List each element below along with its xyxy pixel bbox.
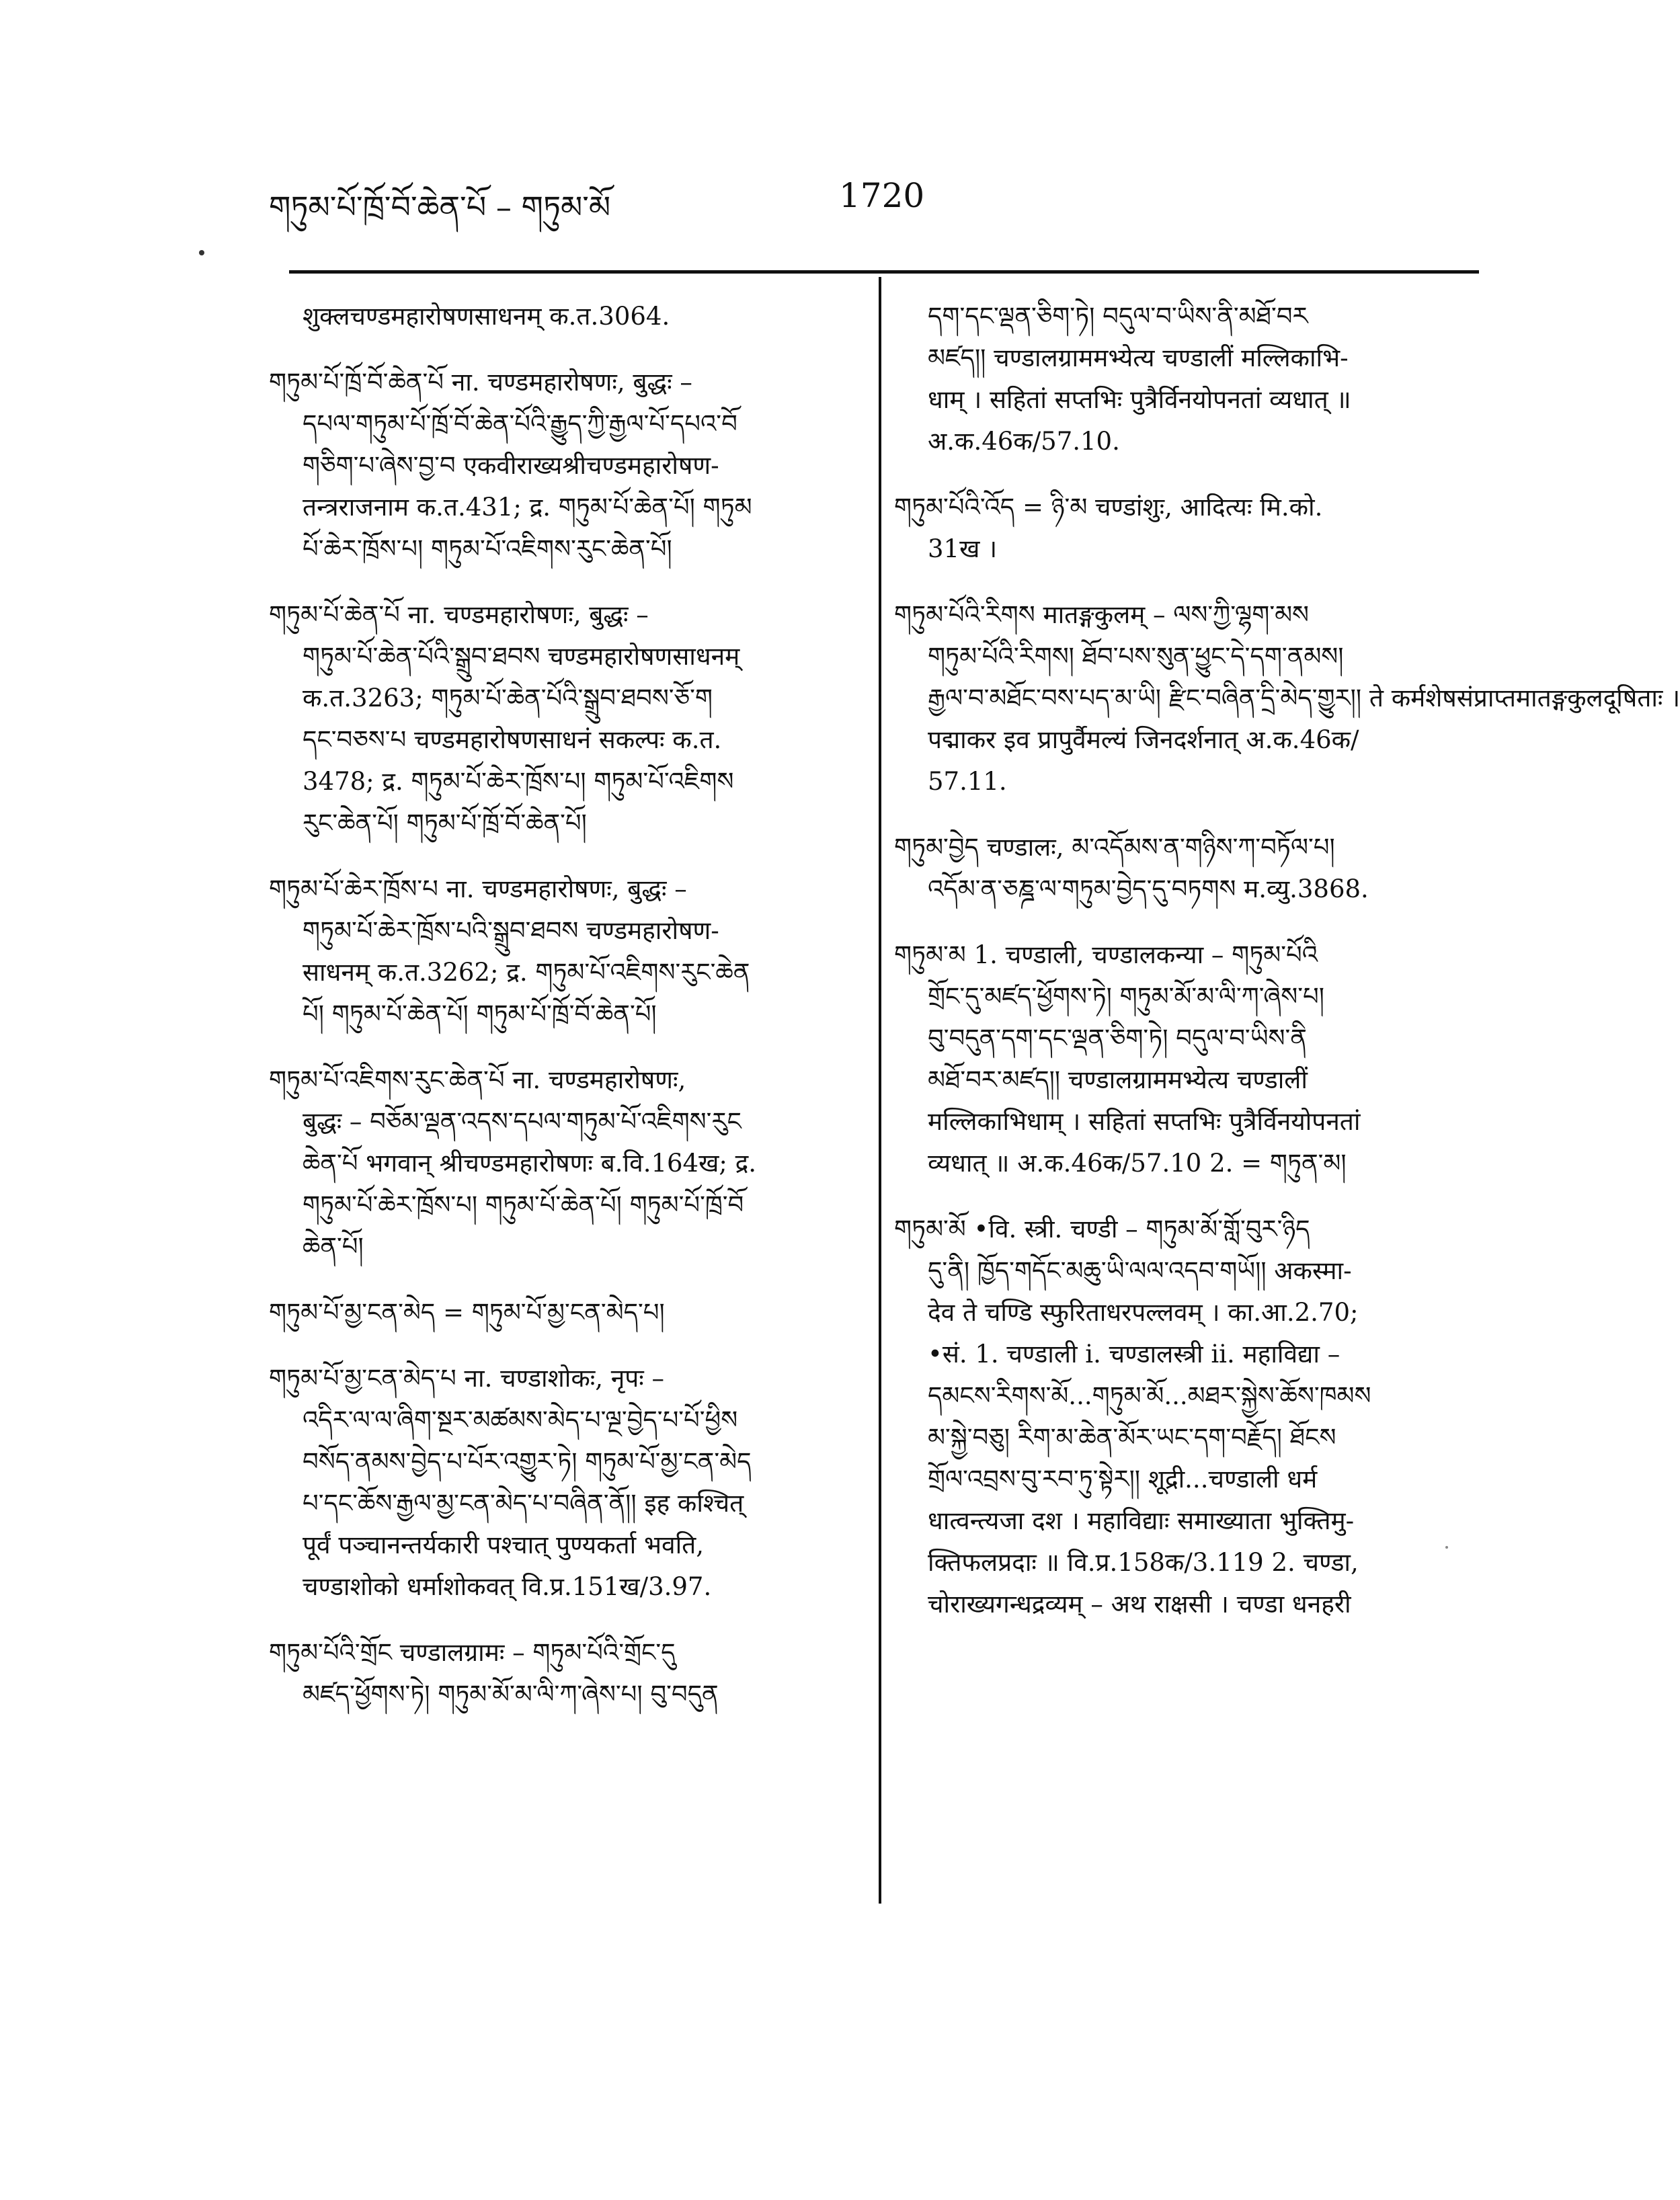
entry-text-line: འདིར་ལ་ལ་ཞིག་སྔར་མཚམས་མེད་པ་ལྔ་བྱེད་པ་པོ་ཕྱིས	[303, 1405, 738, 1434]
entry-text-line: साधनम् क.त.3262; द्र. གཏུམ་པོ་འཇིགས་རུང་ཆེན	[303, 958, 750, 987]
entry-text-line: རུང་ཆེན་པོ། གཏུམ་པོ་ཁྲོ་བོ་ཆེན་པོ།	[303, 809, 587, 838]
entry-text-line: बुद्धः – བཅོམ་ལྡན་འདས་དཔལ་གཏུམ་པོ་འཇིགས་རུང	[303, 1107, 742, 1136]
header-guide-words: གཏུམ་པོ་ཁྲོ་བོ་ཆེན་པོ – གཏུམ་མོ	[269, 189, 611, 225]
entry-headword-line: གཏུམ་པོ་ཆེན་པོ ना. चण्डमहारोषणः, बुद्धः –	[269, 600, 649, 629]
entry-text-line: གཏུམ་པོ་ཆེན་པོའི་སྒྲུབ་ཐབས चण्डमहारोषणसाधनम्	[303, 642, 740, 671]
entry-text-line: གཏུམ་པོ་ཆེར་ཁྲོས་པ། གཏུམ་པོ་ཆེན་པོ། གཏུམ་པོ་ཁྲོ་བོ	[303, 1190, 744, 1219]
entry-text-line: བསོད་ནམས་བྱེད་པ་པོར་འགྱུར་ཏེ། གཏུམ་པོ་མྱ་ངན་མེད	[303, 1447, 752, 1476]
entry-text-line: अ.क.46क/57.10.	[928, 427, 1120, 456]
page-header	[269, 173, 1479, 247]
entry-text-line: ཆེན་པོ भगवान् श्रीचण्डमहारोषणः ब.वि.164ख; द्र.	[303, 1149, 756, 1178]
entry-headword-line: གཏུམ་པོའི་འོད = ཉི་མ चण्डांशुः, आदित्यः मि.को.	[894, 493, 1323, 522]
entry-text-line: གྲོང་དུ་མཛད་ཕྱོགས་ཏེ། གཏུམ་མོ་མ་ལི་ཀ་ཞེས་པ།	[928, 982, 1324, 1011]
entry-text-line: देव ते चण्डि स्फुरिताधरपल्लवम् । का.आ.2.70;	[928, 1298, 1359, 1327]
entry-text-line: मल्लिकाभिधाम् । सहितां सप्तभिः पुत्रैर्विनयोपनतां	[928, 1107, 1361, 1136]
entry-text-line: धात्वन्त्यजा दश । महाविद्याः समाख्याता भुक्तिमु-	[928, 1506, 1355, 1535]
entry-headword-line: གཏུམ་པོ་འཇིགས་རུང་ཆེན་པོ ना. चण्डमहारोषणः,	[269, 1065, 686, 1094]
entry-text-line: पद्माकर इव प्रापुर्वैमल्यं जिनदर्शनात् अ.क.46क/	[928, 725, 1359, 754]
entry-headword-line: གཏུམ་མོ •वि. स्त्री. चण्डी – གཏུམ་མོ་གློ་བུར་ཉིད	[894, 1215, 1310, 1244]
entry-text-line: तन्त्रराजनाम क.त.431; द्र. གཏུམ་པོ་ཆེན་པོ། གཏུམ	[303, 493, 752, 522]
entry-text-line: शुक्लचण्डमहारोषणसाधनम् क.त.3064.	[303, 302, 670, 331]
entry-text-line: མཛད་ཕྱོགས་ཏེ། གཏུམ་མོ་མ་ལི་ཀ་ཞེས་པ། བུ་བདུན	[303, 1680, 719, 1709]
entry-text-line: 3478; द्र. གཏུམ་པོ་ཆེར་ཁྲོས་པ། གཏུམ་པོ་འཇིགས	[303, 767, 734, 796]
entry-text-line: चोराख्यगन्धद्रव्यम् – अथ राक्षसी । चण्डा धनहरी	[928, 1590, 1351, 1619]
entry-text-line: དམངས་རིགས་མོ...གཏུམ་མོ...མཐར་སྐྱེས་ཆོས་ཁམས	[928, 1381, 1371, 1410]
entry-text-line: དག་དང་ལྡན་ཅིག་ཏེ། བདུལ་བ་ཡིས་ནི་མཐོ་བར	[928, 302, 1308, 331]
entry-text-line: མཛད།། चण्डालग्राममभ्येत्य चण्डालीं मल्लिकाभि-	[928, 343, 1349, 372]
entry-text-line: क्तिफलप्रदाः ॥ वि.प्र.158क/3.119 2. चण्डा,	[928, 1548, 1359, 1577]
entry-headword-line: གཏུམ་བྱེད चण्डालः, མ་འདོམས་ན་གཉིས་ཀ་བཏོལ་པ།	[894, 833, 1335, 862]
header-rule	[289, 270, 1479, 274]
entry-text-line: གཏུམ་པོ་ཆེར་ཁྲོས་པའི་སྒྲུབ་ཐབས चण्डमहारोषण-	[303, 916, 719, 945]
entry-text-line: དང་བཅས་པ चण्डमहारोषणसाधनं सकल्पः क.त.	[303, 725, 722, 754]
entry-text-line: བུ་བདུན་དག་དང་ལྡན་ཅིག་ཏེ། བདུལ་བ་ཡིས་ནི	[928, 1024, 1307, 1053]
entry-text-line: དུ་ནི། ཁྱོད་གདོང་མཆུ་ཡི་ལལ་འདབ་གཡོ།། अकस्मा-	[928, 1256, 1352, 1285]
entry-headword-line: གཏུམ་པོ་ཁྲོ་བོ་ཆེན་པོ ना. चण्डमहारोषणः, बुद्धः –	[269, 368, 692, 397]
entry-headword-line: གཏུམ་པོ་མྱ་ངན་མེད་པ ना. चण्डाशोकः, नृपः –	[269, 1364, 665, 1393]
entry-text-line: གཅིག་པ་ཞེས་བྱ་བ एकवीराख्यश्रीचण्डमहारोषण-	[303, 451, 719, 480]
entry-text-line: པོ། གཏུམ་པོ་ཆེན་པོ། གཏུམ་པོ་ཁྲོ་བོ་ཆེན་པོ།	[303, 1000, 657, 1028]
entry-text-line: 57.11.	[928, 767, 1007, 796]
entry-text-line: चण्डाशोको धर्माशोकवत् वि.प्र.151ख/3.97.	[303, 1572, 712, 1601]
entry-text-line: པ་དང་ཆོས་རྒྱལ་མྱ་ངན་མེད་པ་བཞིན་ནོ།། इह कश्चित्	[303, 1489, 744, 1518]
entry-text-line: धाम् । सहितां सप्तभिः पुत्रैर्विनयोपनतां व्यधात् ॥	[928, 385, 1351, 414]
entry-text-line: མ་སྐྱེ་བཅུ། རིག་མ་ཆེན་མོར་ཡང་དག་བརྗོད། ཐོངས	[928, 1423, 1336, 1452]
column-divider	[879, 277, 881, 1904]
entry-text-line: གཏུམ་པོའི་རིགས། ཐོབ་པས་སུན་ཕྱུང་དེ་དག་ནམས།	[928, 642, 1344, 671]
entry-text-line: 31ख ।	[928, 534, 998, 563]
stray-ink-dot	[199, 250, 204, 255]
right-column	[894, 296, 1680, 1625]
entry-text-line: व्यधात् ॥ अ.क.46क/57.10 2. = གཏུན་མ།	[928, 1149, 1347, 1178]
entry-text-line: པོ་ཆེར་ཁྲོས་པ། གཏུམ་པོ་འཇིགས་རུང་ཆེན་པོ།	[303, 534, 672, 563]
entry-text-line: ཆེན་པོ།	[303, 1232, 364, 1261]
entry-text-line: རྒྱལ་བ་མཐོང་བས་པད་མ་ཡི། རྫིང་བཞིན་དྲི་མེད་གྱུར།། ते कर्मशेषसंप्राप्तमातङ्गकुलदूषिताः ।	[928, 684, 1680, 712]
left-column	[269, 296, 847, 1715]
entry-headword-line: གཏུམ་པོ་ཆེར་ཁྲོས་པ ना. चण्डमहारोषणः, बुद्धः –	[269, 874, 687, 903]
entry-headword-line: གཏུམ་མ 1. चण्डाली, चण्डालकन्या – གཏུམ་པོའི	[894, 940, 1318, 969]
entry-text-line: क.त.3263; གཏུམ་པོ་ཆེན་པོའི་སྒྲུབ་ཐབས་ཅོ་ག	[303, 684, 713, 712]
entry-text-line: དཔལ་གཏུམ་པོ་ཁྲོ་བོ་ཆེན་པོའི་རྒྱུད་ཀྱི་རྒྱལ་པོ་དཔའ་བོ	[303, 409, 737, 438]
entry-text-line: འདོམ་ན་ཅཎྜ་ལ་གཏུམ་བྱེད་དུ་བཏགས म.व्यु.3868.	[928, 874, 1369, 903]
entry-headword-line: གཏུམ་པོའི་རིགས मातङ्गकुलम् – ལས་ཀྱི་ལྷག་མས	[894, 600, 1310, 629]
entry-text-line: •सं. 1. चण्डाली i. चण्डालस्त्री ii. महाविद्या –	[928, 1340, 1341, 1369]
entry-text-line: མཐོ་བར་མཛད།། चण्डालग्राममभ्येत्य चण्डालीं	[928, 1065, 1308, 1094]
entry-text-line: पूर्वं पञ्चानन्तर्यकारी पश्चात् पुण्यकर्ता भवति,	[303, 1531, 705, 1559]
page-number: 1720	[839, 176, 925, 215]
entry-headword-line: གཏུམ་པོ་མྱ་ངན་མེད = གཏུམ་པོ་མྱ་ངན་མེད་པ།	[269, 1298, 665, 1327]
entry-headword-line: གཏུམ་པོའི་གྲོང चण्डालग्रामः – གཏུམ་པོའི་གྲོང་དུ	[269, 1638, 676, 1667]
entry-text-line: གྲོལ་འབྲས་བུ་རབ་ཏུ་སྟེར།། शूद्री...चण्डाली धर्म	[928, 1465, 1318, 1494]
